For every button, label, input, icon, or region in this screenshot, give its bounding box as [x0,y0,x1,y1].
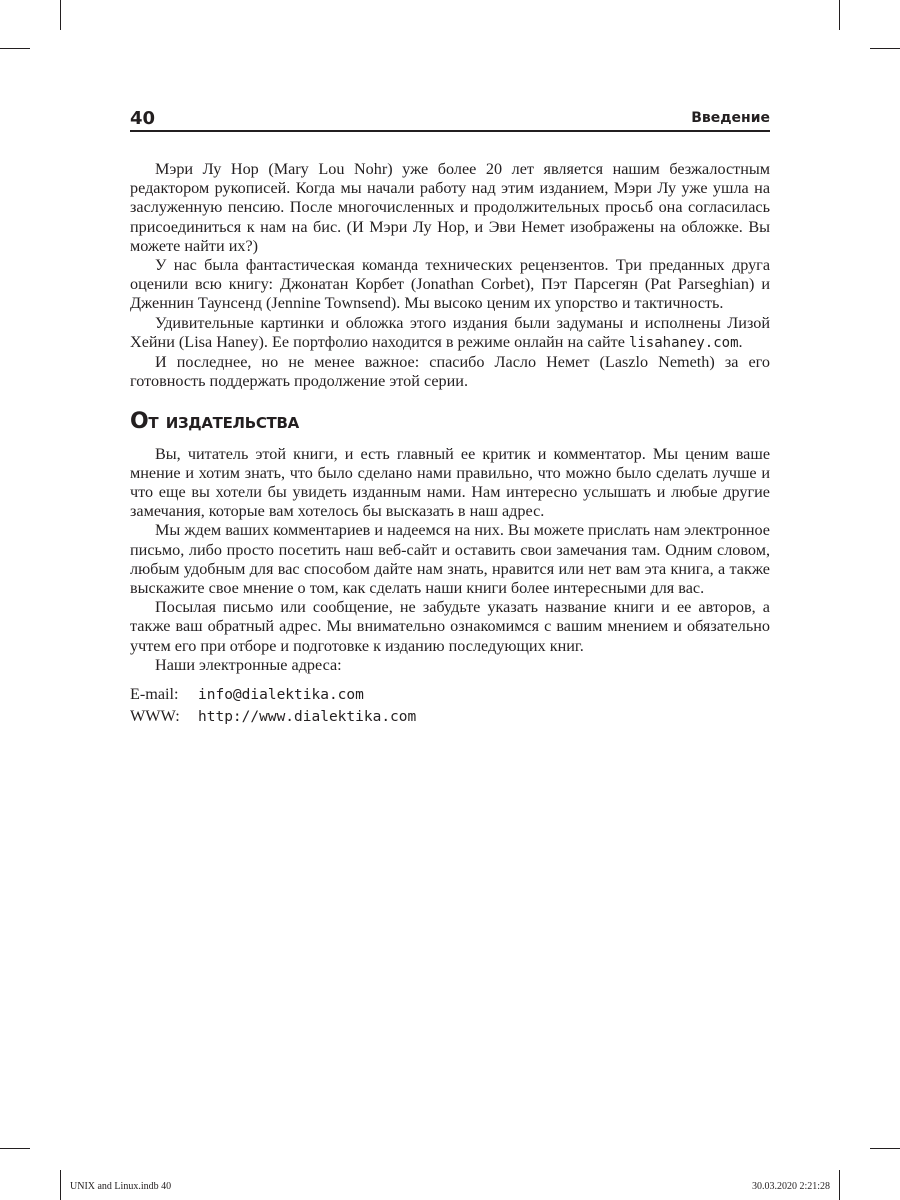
email-address-link[interactable]: info@dialektika.com [198,687,364,704]
crop-mark-bottom-right [839,1170,840,1200]
crop-mark-left-top [0,48,30,49]
section-heading: От издательства [130,409,299,435]
www-label: WWW: [130,707,180,726]
section-title: Введение [691,110,770,126]
website-link[interactable]: http://www.dialektika.com [198,709,417,726]
paragraph-comments: Мы ждем ваших комментариев и надеемся на них. Вы можете прислать нам электронное письмо, либо просто посетить наш веб-сайт и оставить свои замечания там. Одним словом, любым удобным для вас способом дайте нам знать, нравится или нет вам эта книга, а также выскажите свое мнение о том, как сделать наши книги более интересными для вас. [130,521,770,598]
paragraph-illustrator-end: . [738,332,743,351]
crop-mark-top-left [60,0,61,30]
crop-mark-bottom-left [60,1170,61,1200]
email-row [130,685,770,707]
crop-mark-left-bottom [0,1148,30,1149]
paragraph-illustrator [130,314,770,353]
paragraph-editor: Мэри Лу Нор (Mary Lou Nohr) уже более 20 лет является нашим безжалостным редактором рукописей. Когда мы начали работу над этим изданием, Мэри Лу уже ушла на заслуженную пенсию. После многочисленных и продолжительных просьб она согласилась присоединиться к нам на бис. (И Мэри Лу Нор, и Эви Немет изображены на обложке. Вы можете найти их?) [130,160,770,255]
crop-mark-right-top [870,48,900,49]
www-row [130,707,770,729]
page-body [130,160,770,729]
crop-mark-right-bottom [870,1148,900,1149]
portfolio-link[interactable]: lisahaney.com [628,334,739,351]
paragraph-thanks: И последнее, но не менее важное: спасибо Ласло Немет (Laszlo Nemeth) за его готовность поддержать продолжение этой серии. [130,353,770,391]
paragraph-letter: Посылая письмо или сообщение, не забудьте указать название книги и ее авторов, а также ваш обратный адрес. Мы внимательно ознакомимся с вашим мнением и обязательно учтем его при отборе и подготовке к изданию последующих книг. [130,598,770,655]
contact-addresses [130,685,770,729]
footer-timestamp: 30.03.2020 2:21:28 [751,1181,830,1192]
paragraph-reviewers: У нас была фантастическая команда технических рецензентов. Три преданных друга оценили всю книгу: Джонатан Корбет (Jonathan Corbet), Пэт Парсегян (Pat Parseghian) и Дженнин Таунсенд (Jennine Townsend). Мы высоко ценим их упорство и тактичность. [130,256,770,313]
crop-mark-top-right [839,0,840,30]
paragraph-illustrator-text: Удивительные картинки и обложка этого издания были задуманы и исполнены Лизой Хейни (Lisa Haney). Ее портфолио находится в режиме онлайн на сайте [130,313,770,351]
footer-file-info: UNIX and Linux.indb 40 [70,1181,172,1192]
paragraph-addresses-intro: Наши электронные адреса: [155,655,342,674]
running-header [130,106,770,132]
paragraph-reader: Вы, читатель этой книги, и есть главный ее критик и комментатор. Мы ценим ваше мнение и хотим знать, что было сделано нами правильно, что можно было сделать лучше и что еще вы хотели бы увидеть изданным нами. Нам интересно услышать и любые другие замечания, которые вам хотелось бы высказать в наш адрес. [130,444,770,521]
email-label: E-mail: [130,685,179,704]
page-number: 40 [130,108,156,129]
